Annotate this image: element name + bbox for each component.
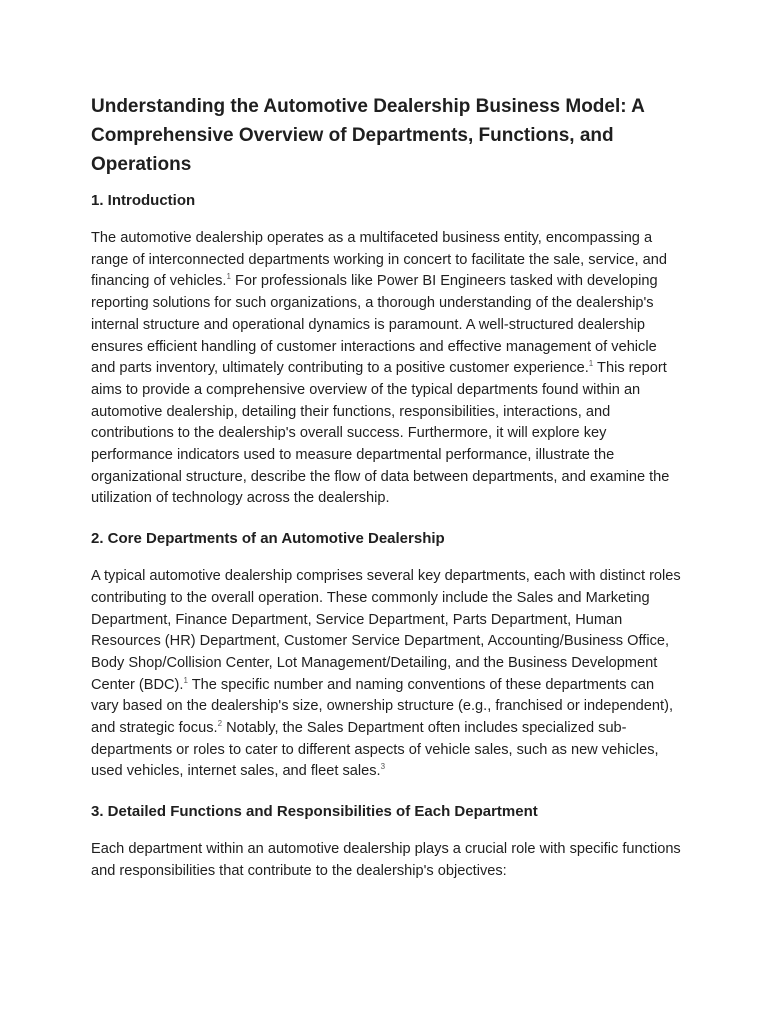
paragraph-core-departments	[91, 566, 681, 783]
document-page	[91, 92, 681, 901]
paragraph-text: A typical automotive dealership comprises several key departments, each with distinct roles contributing to the overall operation. These commonly include the Sales and Marketing Department, Finance Department, Service Department, Parts Department, Human Resources (HR) Department, Customer Service Department, Accounting/Business Office, Body Shop/Collision Center, Lot Management/Detailing, and the Business Development Center (BDC).	[91, 568, 681, 693]
footnote-ref[interactable]: 2	[217, 719, 223, 729]
footnote-ref[interactable]: 1	[588, 359, 594, 369]
section-core-departments	[91, 528, 681, 783]
paragraph-detailed-functions	[91, 839, 681, 882]
paragraph-text: The specific number and naming conventions of these departments can vary based on the dealership's size, ownership structure (e.g., franchised or independent), and strategic focus.	[91, 676, 673, 737]
document-title: Understanding the Automotive Dealership Business Model: A Comprehensive Overview of Departments, Functions, and Operations	[91, 96, 645, 175]
section-detailed-functions	[91, 801, 681, 882]
paragraph-text: Each department within an automotive dealership plays a crucial role with specific functions and responsibilities that contribute to the dealership's objectives:	[91, 841, 681, 879]
paragraph-introduction	[91, 228, 681, 510]
paragraph-text: Notably, the Sales Department often includes specialized sub-departments or roles to cater to different aspects of vehicle sales, such as new vehicles, used vehicles, internet sales, and fleet sales.	[91, 720, 659, 780]
footnote-ref[interactable]: 1	[226, 272, 231, 282]
paragraph-text: This report aims to provide a comprehensive overview of the typical departments found within an automotive dealership, detailing their functions, responsibilities, interactions, and contributions to the dealership's overall success. Furthermore, it will explore key performance indicators used to measure departmental performance, illustrate the organizational structure, describe the flow of data between departments, and examine the utilization of technology across the dealership.	[91, 360, 670, 507]
footnote-ref[interactable]: 1	[183, 675, 188, 685]
section-heading-detailed-functions: 3. Detailed Functions and Responsibilities of Each Department	[91, 803, 538, 821]
section-introduction	[91, 190, 681, 510]
paragraph-text: The automotive dealership operates as a multifaceted business entity, encompassing a range of interconnected departments working in concert to facilitate the sale, service, and financing of vehicles.	[91, 230, 667, 290]
section-heading-introduction: 1. Introduction	[91, 192, 196, 209]
footnote-ref[interactable]: 3	[380, 762, 386, 772]
section-heading-core-departments: 2. Core Departments of an Automotive Dealership	[91, 530, 445, 548]
paragraph-text: For professionals like Power BI Engineers tasked with developing reporting solutions for such organizations, a thorough understanding of the dealership's internal structure and operational dynamics is paramount. A well-structured dealership ensures efficient handling of customer interactions and effective management of vehicle and parts inventory, ultimately contributing to a positive customer experience.	[91, 273, 658, 377]
